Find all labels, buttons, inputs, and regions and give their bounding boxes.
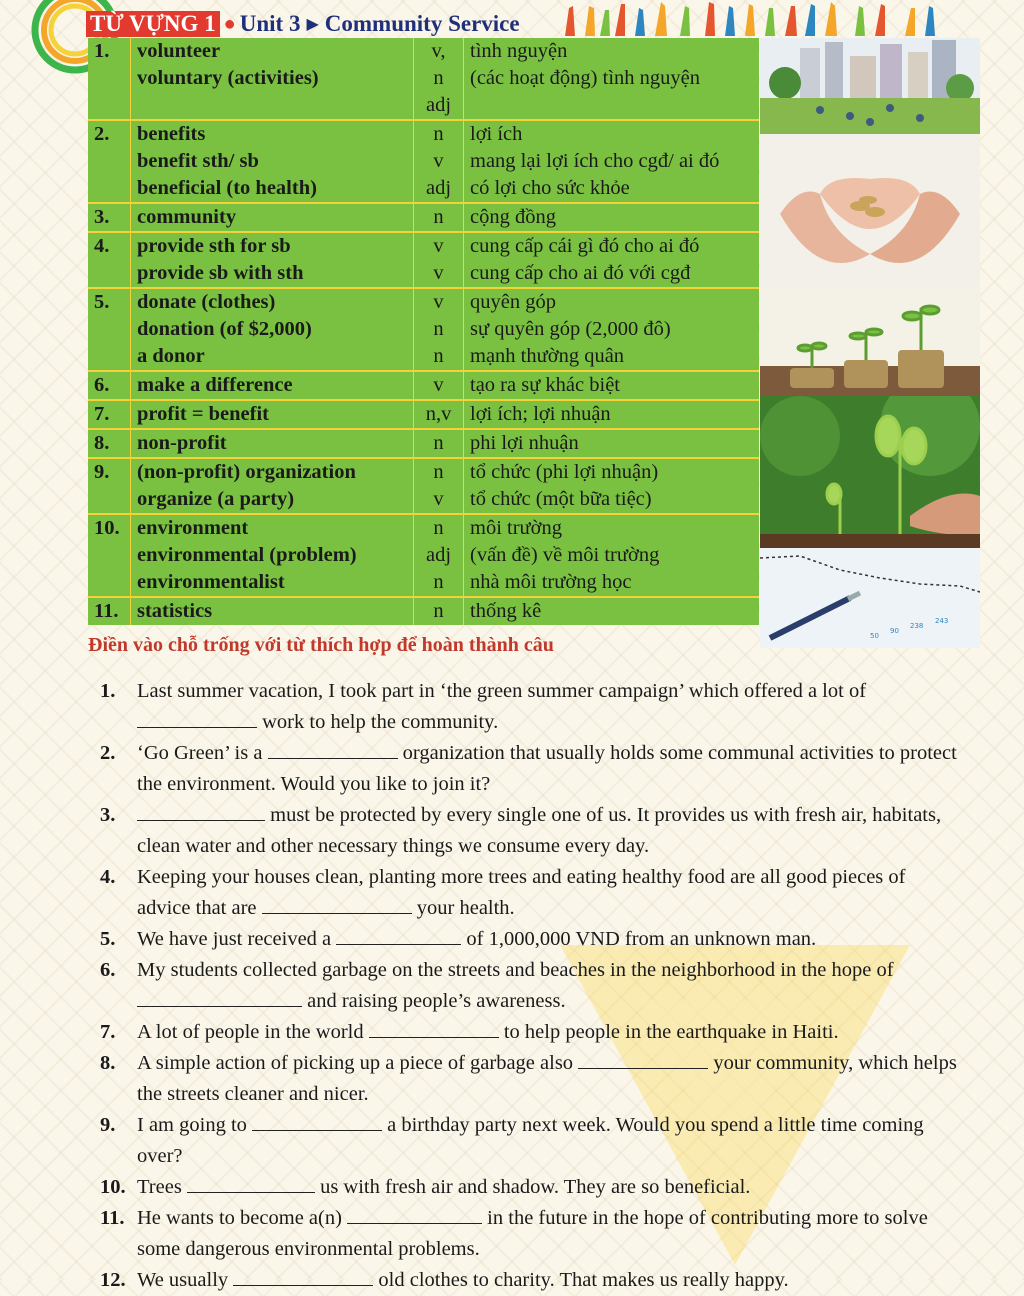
vocab-pos: v xyxy=(433,291,444,313)
vocab-word-cell xyxy=(131,120,414,203)
unit-label: Unit 3 xyxy=(239,11,301,36)
sentence-text: and raising people’s awareness. xyxy=(302,990,566,1012)
svg-text:243: 243 xyxy=(935,617,949,625)
vocab-number: 5. xyxy=(94,291,110,313)
svg-text:50: 50 xyxy=(870,632,879,640)
exercise-item xyxy=(100,955,960,1017)
exercise-item xyxy=(100,1048,960,1110)
sentence-text: a birthday party next week. Would you spend a little time coming over? xyxy=(137,1114,924,1167)
sentence-text: your community, which helps the streets cleaner and nicer. xyxy=(137,1052,957,1105)
vocab-word: (non-profit) organization xyxy=(137,461,356,483)
exercise-sentence xyxy=(137,800,960,862)
vocab-number-cell xyxy=(88,371,131,400)
exercise-number: 5. xyxy=(100,928,116,950)
sentence-text: A simple action of picking up a piece of garbage also xyxy=(137,1052,579,1074)
vocab-number: 1. xyxy=(94,40,110,62)
exercise-sentence xyxy=(137,955,960,1017)
vocab-mean: nhà môi trường học xyxy=(470,571,632,593)
vocab-pos: n xyxy=(433,461,444,483)
vocab-mean: thống kê xyxy=(470,600,542,622)
sentence-text: work to help the community. xyxy=(257,711,499,733)
seedling-hand-photo xyxy=(760,396,980,548)
vocab-pos: n xyxy=(433,600,444,622)
exercise-item xyxy=(100,1172,960,1203)
vocab-word-cell xyxy=(131,38,414,120)
answer-blank[interactable] xyxy=(347,1205,482,1224)
vocab-number-cell xyxy=(88,429,131,458)
answer-blank[interactable] xyxy=(233,1267,373,1286)
vocab-pos: adj xyxy=(425,177,452,199)
sentence-text: ‘Go Green’ is a xyxy=(137,742,268,764)
vocab-row xyxy=(88,203,759,232)
vocab-meaning-cell xyxy=(464,371,760,400)
vocab-mean: tình nguyện xyxy=(470,40,568,62)
vocab-word-cell xyxy=(131,458,414,514)
vocab-pos: n xyxy=(433,206,444,228)
vocab-word: provide sb with sth xyxy=(137,262,304,284)
vocab-mean: cộng đồng xyxy=(470,206,556,228)
exercise-item xyxy=(100,862,960,924)
vocab-number-cell xyxy=(88,120,131,203)
vocab-tag: TỪ VỰNG 1 xyxy=(86,11,220,37)
raised-hands-banner-icon xyxy=(555,0,940,36)
vocab-number-cell xyxy=(88,458,131,514)
exercise-number: 3. xyxy=(100,804,116,826)
exercise-number: 8. xyxy=(100,1052,116,1074)
page-header xyxy=(86,10,520,38)
vocab-word: donate (clothes) xyxy=(137,291,276,313)
answer-blank[interactable] xyxy=(262,895,412,914)
vocab-mean: cung cấp cái gì đó cho ai đó xyxy=(470,235,700,257)
vocab-meaning-cell xyxy=(464,429,760,458)
vocab-pos: v xyxy=(433,374,444,396)
bullet-icon: ● xyxy=(223,12,236,35)
hands-with-coins-photo xyxy=(760,134,980,286)
exercise-number: 1. xyxy=(100,680,116,702)
sentence-text: A lot of people in the world xyxy=(137,1021,369,1043)
exercise-sentence xyxy=(137,1265,960,1296)
vocab-number-cell xyxy=(88,288,131,371)
vocab-word: environmental (problem) xyxy=(137,544,357,566)
answer-blank[interactable] xyxy=(336,926,461,945)
vocab-mean: lợi ích xyxy=(470,123,523,145)
exercise-item xyxy=(100,800,960,862)
vocab-pos-cell xyxy=(414,203,464,232)
sentence-text: He wants to become a(n) xyxy=(137,1207,348,1229)
exercise-sentence xyxy=(137,1110,960,1172)
vocab-word-cell xyxy=(131,288,414,371)
vocab-word: provide sth for sb xyxy=(137,235,291,257)
vocab-pos: v xyxy=(433,235,444,257)
vocab-word: non-profit xyxy=(137,432,227,454)
vocab-mean xyxy=(470,92,753,119)
vocab-meaning-cell xyxy=(464,203,760,232)
vocab-pos-cell xyxy=(414,371,464,400)
vocab-number: 9. xyxy=(94,461,110,483)
vocab-mean: có lợi cho sức khỏe xyxy=(470,177,630,199)
vocab-meaning-cell xyxy=(464,514,760,597)
exercise-number: 7. xyxy=(100,1021,116,1043)
vocab-word: beneficial (to health) xyxy=(137,177,317,199)
exercise-item xyxy=(100,738,960,800)
exercise-sentence xyxy=(137,1172,960,1203)
vocab-word: organize (a party) xyxy=(137,488,295,510)
vocab-mean: tổ chức (phi lợi nhuận) xyxy=(470,461,659,483)
vocab-mean: mạnh thường quân xyxy=(470,345,625,367)
svg-text:90: 90 xyxy=(890,627,899,635)
vocab-pos-cell xyxy=(414,120,464,203)
exercise-item xyxy=(100,924,960,955)
exercise-number: 12. xyxy=(100,1269,126,1291)
vocab-mean: phi lợi nhuận xyxy=(470,432,579,454)
vocab-pos-cell xyxy=(414,38,464,120)
vocab-pos-cell xyxy=(414,597,464,625)
vocab-meaning-cell xyxy=(464,288,760,371)
vocab-pos-cell xyxy=(414,429,464,458)
vocab-row xyxy=(88,429,759,458)
exercise-item xyxy=(100,676,960,738)
sentence-text: We usually xyxy=(137,1269,234,1291)
vocab-row xyxy=(88,371,759,400)
vocab-mean: môi trường xyxy=(470,517,562,539)
vocab-pos-cell xyxy=(414,288,464,371)
vocab-meaning-cell xyxy=(464,38,760,120)
vocab-pos: n xyxy=(433,345,444,367)
vocab-meaning-cell xyxy=(464,597,760,625)
instruction-text: Điền vào chỗ trống với từ thích hợp để hoàn thành câu xyxy=(88,634,554,656)
vocab-pos: n xyxy=(433,67,444,89)
answer-blank[interactable] xyxy=(137,802,265,821)
vocab-row xyxy=(88,400,759,429)
vocab-word: environmentalist xyxy=(137,571,285,593)
vocab-meaning-cell xyxy=(464,120,760,203)
vocab-number: 6. xyxy=(94,374,110,396)
sentence-text: us with fresh air and shadow. They are so beneficial. xyxy=(314,1176,751,1198)
vocab-pos: v xyxy=(433,150,444,172)
exercise-list xyxy=(100,676,960,1296)
vocab-meaning-cell xyxy=(464,232,760,288)
vocab-mean: sự quyên góp (2,000 đô) xyxy=(470,318,671,340)
exercise-item xyxy=(100,1203,960,1265)
exercise-number: 10. xyxy=(100,1176,126,1198)
statistics-chart-photo xyxy=(760,548,980,648)
vocab-word-cell xyxy=(131,203,414,232)
vocab-mean: (vấn đề) về môi trường xyxy=(470,544,660,566)
exercise-sentence xyxy=(137,1017,960,1048)
vocab-mean: tổ chức (một bữa tiệc) xyxy=(470,488,652,510)
vocab-word-cell xyxy=(131,371,414,400)
vocab-word-cell xyxy=(131,400,414,429)
sentence-text: My students collected garbage on the streets and beaches in the neighborhood in the hope of xyxy=(137,959,894,981)
vocab-pos: n xyxy=(433,517,444,539)
vocab-number: 8. xyxy=(94,432,110,454)
exercise-sentence xyxy=(137,862,960,924)
vocab-word: donation (of $2,000) xyxy=(137,318,312,340)
community-park-photo xyxy=(760,38,980,134)
answer-blank[interactable] xyxy=(252,1112,382,1131)
vocab-row xyxy=(88,288,759,371)
vocab-pos: adj xyxy=(425,94,452,116)
exercise-number: 11. xyxy=(100,1207,125,1229)
vocab-row xyxy=(88,514,759,597)
vocab-mean: lợi ích; lợi nhuận xyxy=(470,403,611,425)
unit-title: Community Service xyxy=(324,11,520,36)
vocab-mean: quyên góp xyxy=(470,291,556,313)
sentence-text: of 1,000,000 VND from an unknown man. xyxy=(461,928,817,950)
vocab-meaning-cell xyxy=(464,458,760,514)
exercise-number: 6. xyxy=(100,959,116,981)
vocab-pos-cell xyxy=(414,232,464,288)
sentence-text: Keeping your houses clean, planting more trees and eating healthy food are all good pieces of advice that are xyxy=(137,866,906,919)
sentence-text: old clothes to charity. That makes us really happy. xyxy=(373,1269,789,1291)
exercise-sentence xyxy=(137,1048,960,1110)
exercise-sentence xyxy=(137,738,960,800)
answer-blank[interactable] xyxy=(137,709,257,728)
coins-sprouts-photo xyxy=(760,286,980,396)
vocab-pos-cell xyxy=(414,400,464,429)
answer-blank[interactable] xyxy=(137,988,302,1007)
vocab-pos: n xyxy=(433,571,444,593)
vocab-number-cell xyxy=(88,597,131,625)
answer-blank[interactable] xyxy=(268,740,398,759)
vocab-pos: n,v xyxy=(425,403,452,425)
vocab-mean: mang lại lợi ích cho cgđ/ ai đó xyxy=(470,150,720,172)
vocab-word-cell xyxy=(131,597,414,625)
sentence-text: to help people in the earthquake in Haiti. xyxy=(498,1021,839,1043)
vocab-pos: adj xyxy=(425,544,452,566)
vocab-pos: n xyxy=(433,432,444,454)
vocab-pos-cell xyxy=(414,514,464,597)
vocab-number: 3. xyxy=(94,206,110,228)
vocab-number: 11. xyxy=(94,600,119,622)
vocab-word-cell xyxy=(131,514,414,597)
exercise-number: 2. xyxy=(100,742,116,764)
vocab-number: 7. xyxy=(94,403,110,425)
vocab-number-cell xyxy=(88,38,131,120)
exercise-item xyxy=(100,1017,960,1048)
sentence-text: must be protected by every single one of us. It provides us with fresh air, habitats, clean water and other necessary things we consume every day. xyxy=(137,804,942,857)
vocab-number-cell xyxy=(88,400,131,429)
answer-blank[interactable] xyxy=(578,1050,708,1069)
vocab-pos: v, xyxy=(431,40,446,62)
vocab-row xyxy=(88,120,759,203)
exercise-sentence xyxy=(137,676,960,738)
exercise-sentence xyxy=(137,924,960,955)
vocab-mean: (các hoạt động) tình nguyện xyxy=(470,67,700,89)
vocab-mean: tạo ra sự khác biệt xyxy=(470,374,620,396)
exercise-item xyxy=(100,1110,960,1172)
vocabulary-table xyxy=(88,38,759,625)
exercise-number: 4. xyxy=(100,866,116,888)
vocab-word: benefits xyxy=(137,123,206,145)
sentence-text: your health. xyxy=(411,897,515,919)
vocab-word: community xyxy=(137,206,237,228)
vocab-number-cell xyxy=(88,232,131,288)
answer-blank[interactable] xyxy=(369,1019,499,1038)
svg-text:238: 238 xyxy=(910,622,924,630)
answer-blank[interactable] xyxy=(187,1174,315,1193)
vocab-row xyxy=(88,232,759,288)
vocab-pos: v xyxy=(433,262,444,284)
vocab-row xyxy=(88,38,759,120)
vocab-number-cell xyxy=(88,203,131,232)
vocab-meaning-cell xyxy=(464,400,760,429)
vocab-row xyxy=(88,597,759,625)
vocab-number: 2. xyxy=(94,123,110,145)
vocab-number: 10. xyxy=(94,517,120,539)
vocab-word xyxy=(137,92,407,119)
vocab-row xyxy=(88,458,759,514)
sentence-text: I am going to xyxy=(137,1114,253,1136)
sentence-text: Last summer vacation, I took part in ‘the green summer campaign’ which offered a lot of xyxy=(137,680,867,702)
exercise-number: 9. xyxy=(100,1114,116,1136)
vocab-number: 4. xyxy=(94,235,110,257)
vocab-pos: n xyxy=(433,123,444,145)
vocab-word: a donor xyxy=(137,345,205,367)
vocab-word: volunteer xyxy=(137,40,221,62)
exercise-sentence xyxy=(137,1203,960,1265)
vocab-pos: v xyxy=(433,488,444,510)
vocab-pos-cell xyxy=(414,458,464,514)
exercise-item xyxy=(100,1265,960,1296)
vocab-word: voluntary (activities) xyxy=(137,67,319,89)
sentence-text: in the future in the hope of contributing more to solve some dangerous environmental problems. xyxy=(137,1207,928,1260)
sentence-text: Trees xyxy=(137,1176,187,1198)
vocab-word: environment xyxy=(137,517,249,539)
vocab-mean: cung cấp cho ai đó với cgđ xyxy=(470,262,691,284)
vocab-word: make a difference xyxy=(137,374,293,396)
sentence-text: organization that usually holds some communal activities to protect the environment. Would you like to join it? xyxy=(137,742,957,795)
vocab-number-cell xyxy=(88,514,131,597)
vocab-pos: n xyxy=(433,318,444,340)
vocab-word: benefit sth/ sb xyxy=(137,150,259,172)
arrow-right-icon: ▶ xyxy=(306,16,319,33)
vocab-word-cell xyxy=(131,232,414,288)
vocab-word: statistics xyxy=(137,600,213,622)
vocab-word-cell xyxy=(131,429,414,458)
sentence-text: We have just received a xyxy=(137,928,337,950)
vocab-word: profit = benefit xyxy=(137,403,270,425)
